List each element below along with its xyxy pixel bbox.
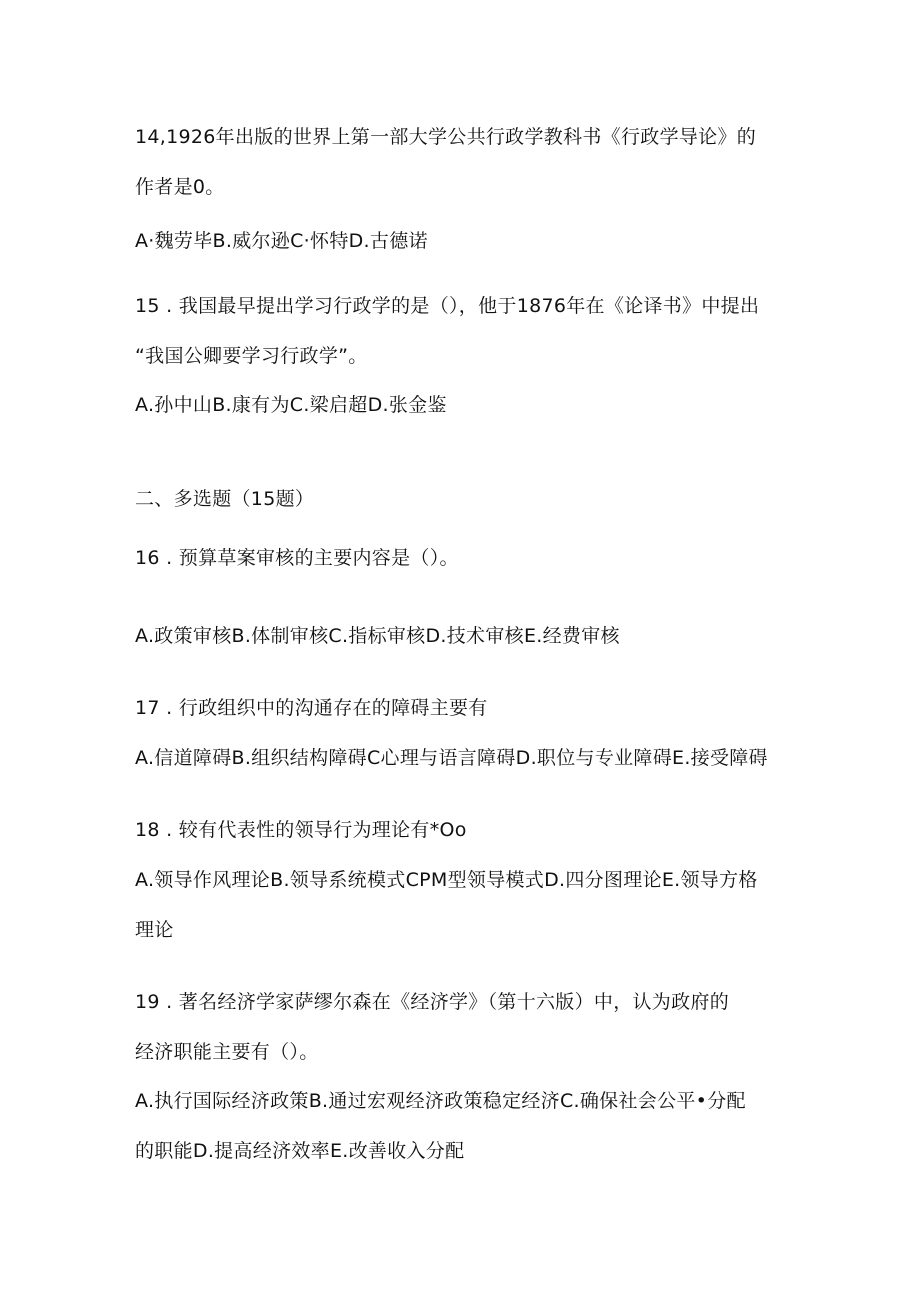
question-19-stem-line-2: 经济职能主要有（）。 bbox=[135, 1041, 319, 1063]
question-18-options-line-2: 理论 bbox=[135, 919, 174, 941]
question-17-stem: 17 . 行政组织中的沟通存在的障碍主要有 bbox=[135, 697, 488, 719]
question-15-options: A.孙中山B.康有为C.梁启超D.张金鉴 bbox=[135, 394, 447, 416]
question-14-stem-line-1: 14,1926年出版的世界上第一部大学公共行政学教科书《行政学导论》的 bbox=[135, 126, 757, 148]
question-14-stem-line-2: 作者是0。 bbox=[135, 176, 225, 198]
question-14-options: A·魏劳毕B.威尔逊C·怀特D.古德诺 bbox=[135, 230, 428, 252]
question-19-options-line-1: A.执行国际经济政策B.通过宏观经济政策稳定经济C.确保社会公平•分配 bbox=[135, 1090, 746, 1112]
section-heading: 二、多选题（15题） bbox=[135, 488, 315, 510]
question-16-options: A.政策审核B.体制审核C.指标审核D.技术审核E.经费审核 bbox=[135, 625, 620, 647]
question-17-options: A.信道障碍B.组织结构障碍C心理与语言障碍D.职位与专业障碍E.接受障碍 bbox=[135, 747, 768, 769]
question-18-options-line-1: A.领导作风理论B.领导系统模式CPM型领导模式D.四分图理论E.领导方格 bbox=[135, 869, 758, 891]
question-15-stem-line-1: 15 . 我国最早提出学习行政学的是（），他于1876年在《论译书》中提出 bbox=[135, 295, 760, 317]
question-19-options-line-2: 的职能D.提高经济效率E.改善收入分配 bbox=[135, 1140, 465, 1162]
question-16-stem: 16 . 预算草案审核的主要内容是（）。 bbox=[135, 547, 459, 569]
question-19-stem-line-1: 19 . 著名经济学家萨缪尔森在《经济学》（第十六版）中，认为政府的 bbox=[135, 991, 729, 1013]
question-15-stem-line-2: “我国公卿要学习行政学”。 bbox=[135, 345, 368, 367]
question-18-stem: 18 . 较有代表性的领导行为理论有*Oo bbox=[135, 819, 467, 841]
